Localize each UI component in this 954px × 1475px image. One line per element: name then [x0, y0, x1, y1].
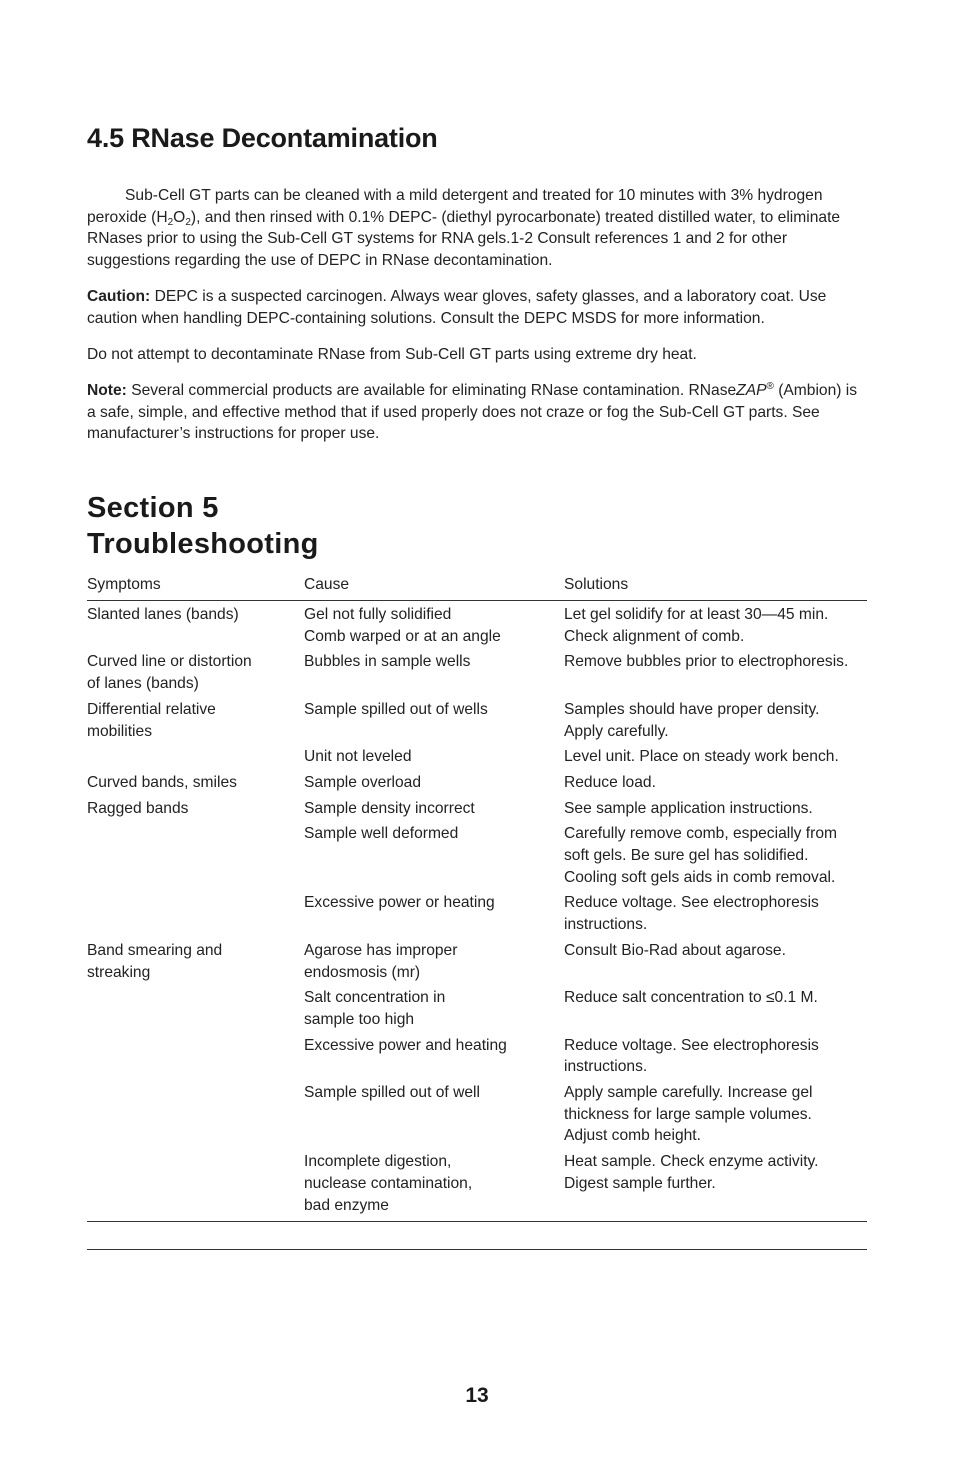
- cause-cell: Agarose has improper endosmosis (mr): [304, 941, 458, 981]
- solution-cell: Reduce load.: [564, 773, 656, 791]
- table-row: [87, 892, 867, 935]
- table-row: [87, 940, 867, 983]
- cause-cell: Bubbles in sample wells: [304, 653, 471, 671]
- table-header-row: [87, 574, 867, 601]
- intro-text-part-a: Sub-Cell GT parts can be cleaned with a mild detergent and treated for 10 minutes with 3% hydrogen peroxide (H: [87, 187, 823, 226]
- header-solutions: Solutions: [564, 576, 629, 593]
- header-cause: Cause: [304, 576, 350, 593]
- solution-cell: Heat sample. Check enzyme activity. Digest sample further.: [564, 1153, 819, 1192]
- intro-text-part-b: O: [173, 208, 186, 226]
- table-row: [87, 823, 867, 888]
- note-text-b: (Ambion) is a safe, simple, and effective method that if used properly does not craze or fog the Sub-Cell GT parts. See manufacturer’s instructions for proper use.: [87, 382, 858, 443]
- cause-cell: Sample density incorrect: [304, 799, 475, 817]
- rnase-intro-paragraph: [87, 185, 867, 272]
- symptom-cell: [87, 823, 304, 888]
- symptom-cell: Curved line or distortion of lanes (bands): [87, 653, 252, 693]
- symptom-cell: Band smearing and streaking: [87, 941, 223, 981]
- caution-label: Caution:: [87, 288, 151, 305]
- solution-cell: See sample application instructions.: [564, 799, 813, 817]
- table-row: [87, 1151, 867, 1216]
- table-row: [87, 798, 867, 820]
- intro-text-part-c: ), and then rinsed with 0.1% DEPC- (diethyl pyrocarbonate) treated distilled water, to eliminate RNases prior to using the Sub-Cell GT systems for RNA gels.1-2 Consult references 1 and 2 for other suggestions regarding the use of DEPC in RNase decontamination.: [87, 208, 841, 270]
- header-symptoms: Symptoms: [87, 576, 161, 593]
- symptom-cell: Ragged bands: [87, 799, 189, 817]
- note-zap: ZAP: [736, 382, 767, 399]
- subscript-2a: 2: [167, 216, 174, 228]
- cause-cell: Gel not fully solidified Comb warped or at an angle: [304, 606, 501, 645]
- solution-cell: Carefully remove comb, especially from soft gels. Be sure gel has solidified. Cooling soft gels aids in comb removal.: [564, 825, 837, 886]
- table-row: [87, 1082, 867, 1147]
- solution-cell: Reduce voltage. See electrophoresis instructions.: [564, 1036, 819, 1076]
- symptom-cell: [87, 746, 304, 768]
- symptom-cell: [87, 987, 304, 1030]
- cause-cell: Sample well deformed: [304, 825, 459, 843]
- caution-text: DEPC is a suspected carcinogen. Always wear gloves, safety glasses, and a laboratory coat. Use caution when handling DEPC-containing solutions. Consult the DEPC MSDS for more information.: [87, 288, 827, 327]
- cause-cell: Salt concentration in sample too high: [304, 989, 446, 1028]
- solution-cell: Reduce voltage. See electrophoresis instructions.: [564, 894, 819, 934]
- solution-cell: Samples should have proper density. Apply carefully.: [564, 700, 820, 740]
- table-row: [87, 1035, 867, 1078]
- registered-mark: ®: [766, 381, 774, 392]
- symptom-cell: [87, 892, 304, 935]
- table-row: [87, 651, 867, 694]
- cause-cell: Excessive power or heating: [304, 894, 495, 912]
- solution-cell: Let gel solidify for at least 30—45 min. Check alignment of comb.: [564, 606, 829, 645]
- heading-line-2: Troubleshooting: [87, 528, 319, 560]
- table-bottom-rule: [87, 1221, 867, 1222]
- table-row: [87, 699, 867, 742]
- symptom-cell: Slanted lanes (bands): [87, 606, 239, 623]
- cause-cell: Incomplete digestion, nuclease contamination, bad enzyme: [304, 1153, 473, 1214]
- troubleshooting-table: [87, 574, 867, 1222]
- solution-cell: Apply sample carefully. Increase gel thickness for large sample volumes. Adjust comb height.: [564, 1084, 813, 1145]
- caution-paragraph: [87, 286, 867, 329]
- symptom-cell: Differential relative mobilities: [87, 700, 216, 740]
- note-text-a: Several commercial products are available for eliminating RNase contamination. RNase: [126, 382, 737, 399]
- symptom-cell: [87, 1151, 304, 1216]
- dry-heat-paragraph: Do not attempt to decontaminate RNase from Sub-Cell GT parts using extreme dry heat.: [87, 346, 697, 363]
- cause-cell: Unit not leveled: [304, 748, 412, 766]
- cause-cell: Sample spilled out of well: [304, 1084, 480, 1102]
- solution-cell: Reduce salt concentration to ≤0.1 M.: [564, 989, 818, 1007]
- troubleshooting-heading: [87, 490, 319, 562]
- heading-line-1: Section 5: [87, 492, 219, 524]
- solution-cell: Level unit. Place on steady work bench.: [564, 748, 839, 766]
- note-label: Note:: [87, 382, 127, 399]
- symptom-cell: [87, 1035, 304, 1078]
- page-number: 13: [465, 1384, 489, 1407]
- cause-cell: Excessive power and heating: [304, 1036, 507, 1054]
- subscript-2b: 2: [185, 216, 191, 228]
- cause-cell: Sample overload: [304, 773, 422, 791]
- table-body: [87, 604, 867, 1216]
- cause-cell: Sample spilled out of wells: [304, 700, 488, 718]
- table-row: [87, 746, 867, 768]
- symptom-cell: Curved bands, smiles: [87, 773, 237, 791]
- table-row: [87, 772, 867, 794]
- table-row: [87, 987, 867, 1030]
- table-row: [87, 604, 867, 647]
- solution-cell: Consult Bio-Rad about agarose.: [564, 941, 786, 959]
- symptom-cell: [87, 1082, 304, 1147]
- solution-cell: Remove bubbles prior to electrophoresis.: [564, 653, 849, 671]
- rnase-section-heading: 4.5 RNase Decontamination: [87, 123, 438, 153]
- note-paragraph: [87, 380, 867, 445]
- footer-rule: [87, 1249, 867, 1250]
